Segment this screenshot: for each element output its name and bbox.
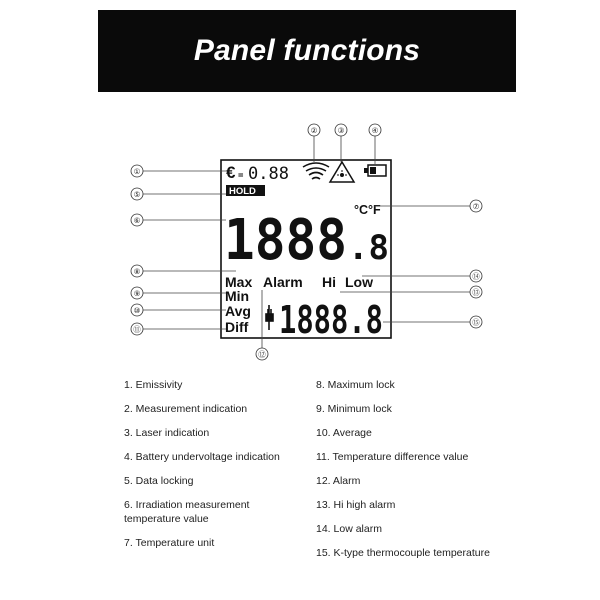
battery-icon (364, 165, 386, 176)
callout-10 (131, 304, 143, 316)
svg-text:⑫: ⑫ (258, 350, 266, 359)
callout-15 (470, 316, 482, 328)
callout-9 (131, 287, 143, 299)
label-min: Min (225, 288, 250, 304)
callout-3 (335, 124, 347, 136)
label-hi: Hi (322, 274, 336, 290)
svg-text:⑩: ⑩ (133, 306, 141, 315)
thermocouple-icon (266, 305, 273, 330)
legend-item: 3. Laser indication (124, 427, 210, 439)
svg-text:⑦: ⑦ (472, 202, 480, 211)
thermocouple-digits: 1888.8 (279, 298, 383, 342)
temperature-unit: °C°F (354, 203, 381, 217)
legend-item: 14. Low alarm (316, 523, 382, 535)
emissivity-value: 0.88 (248, 164, 289, 184)
callout-5 (131, 188, 143, 200)
label-alarm: Alarm (263, 274, 303, 290)
label-max: Max (225, 274, 253, 290)
callout-13 (470, 286, 482, 298)
svg-text:⑬: ⑬ (472, 288, 480, 297)
callout-2 (308, 124, 320, 136)
svg-text:⑭: ⑭ (472, 272, 480, 281)
svg-text:⑤: ⑤ (133, 190, 141, 199)
page-title: Panel functions (193, 34, 421, 67)
callout-6 (131, 214, 143, 226)
laser-icon (330, 162, 354, 182)
svg-text:⑥: ⑥ (133, 216, 141, 225)
callout-7 (470, 200, 482, 212)
svg-text:①: ① (133, 167, 141, 176)
svg-text:⑨: ⑨ (133, 289, 141, 298)
hold-label: HOLD (229, 186, 256, 197)
legend-item: 6. Irradiation measurement temperature value (124, 499, 250, 525)
emissivity-equals: = (238, 171, 244, 181)
legend-item: 7. Temperature unit (124, 537, 215, 549)
main-temperature-decimal: .8 (348, 228, 389, 268)
legend-item: 4. Battery undervoltage indication (124, 451, 280, 463)
callout-8 (131, 265, 143, 277)
label-low: Low (345, 274, 373, 290)
legend-item: 1. Emissivity (124, 379, 183, 391)
legend-item: 5. Data locking (124, 475, 194, 487)
legend-item: 12. Alarm (316, 475, 361, 487)
svg-text:④: ④ (371, 126, 379, 135)
svg-text:⑮: ⑮ (472, 318, 480, 327)
label-avg: Avg (225, 303, 251, 319)
legend-item: 13. Hi high alarm (316, 499, 396, 511)
legend-item: 11. Temperature difference value (316, 451, 469, 463)
legend-item: 9. Minimum lock (316, 403, 392, 415)
callout-1 (131, 165, 143, 177)
svg-text:②: ② (310, 126, 318, 135)
main-temperature-digits: 1888 (224, 208, 347, 273)
emissivity-symbol: € (226, 163, 236, 182)
legend-item: 10. Average (316, 427, 372, 439)
legend-item: 2. Measurement indication (124, 403, 248, 415)
legend-item: 8. Maximum lock (316, 379, 395, 391)
measurement-icon (303, 163, 329, 179)
svg-text:⑪: ⑪ (133, 325, 141, 334)
svg-text:⑧: ⑧ (133, 267, 141, 276)
callout-14 (470, 270, 482, 282)
label-diff: Diff (225, 319, 249, 335)
callout-11 (131, 323, 143, 335)
svg-text:③: ③ (337, 126, 345, 135)
callout-12 (256, 348, 268, 360)
callout-4 (369, 124, 381, 136)
legend-item: 15. K-type thermocouple temperature (316, 547, 490, 559)
